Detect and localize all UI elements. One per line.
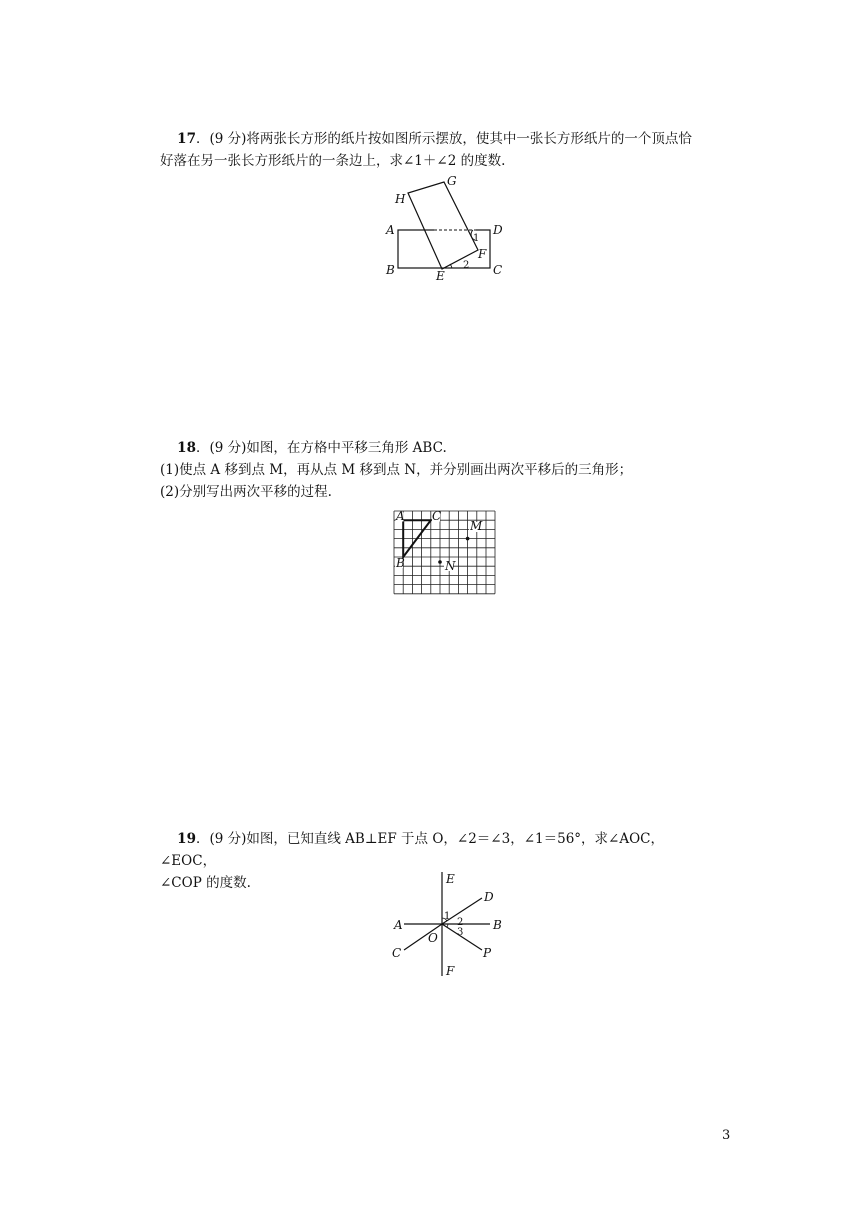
label-d: D <box>484 890 494 904</box>
problem-19-line1 <box>160 828 720 872</box>
label-f: F <box>478 247 487 261</box>
label-c: C <box>493 263 503 277</box>
label-b: B <box>396 556 405 570</box>
problem-18-line3: (2)分别写出两次平移的过程. <box>160 484 332 500</box>
problem-19-text-1: ．(9 分)如图，已知直线 AB⊥EF 于点 O，∠2＝∠3，∠1＝56°，求∠AOC，∠EOC， <box>160 831 664 869</box>
label-h: H <box>395 192 406 206</box>
problem-18 <box>160 437 720 503</box>
label-b: B <box>493 918 502 932</box>
label-b: B <box>386 263 395 277</box>
figure-17-rectangles <box>378 168 518 284</box>
problem-18-text-1: ．(9 分)如图，在方格中平移三角形 ABC. <box>195 440 447 456</box>
label-c: C <box>432 509 442 523</box>
problem-19-line2: ∠COP 的度数. <box>160 875 251 891</box>
problem-17-line1 <box>160 128 720 150</box>
label-c: C <box>392 946 402 960</box>
problem-17 <box>160 128 720 172</box>
figure-18-grid <box>388 506 500 600</box>
page-number: 3 <box>722 1128 731 1143</box>
problem-18-number: 18 <box>177 440 196 456</box>
problem-17-line2: 好落在另一张长方形纸片的一条边上，求∠1＋∠2 的度数. <box>160 153 506 169</box>
label-e: E <box>436 269 445 283</box>
label-angle-1: 1 <box>473 233 480 244</box>
rectangle-hgfe <box>408 182 478 269</box>
label-o: O <box>428 931 438 945</box>
label-e: E <box>446 872 455 886</box>
label-n: N <box>445 559 456 573</box>
label-g: G <box>447 174 457 188</box>
figure-19-lines <box>386 868 516 984</box>
label-m: M <box>470 519 483 533</box>
label-angle-2: 2 <box>463 260 470 271</box>
problem-17-number: 17 <box>177 131 196 147</box>
problem-17-text-1: ．(9 分)将两张长方形的纸片按如图所示摆放，使其中一张长方形纸片的一个顶点恰 <box>195 131 692 147</box>
label-a: A <box>386 223 395 237</box>
label-a: A <box>396 509 405 523</box>
problem-18-line2: (1)使点 A 移到点 M，再从点 M 移到点 N，并分别画出两次平移后的三角形； <box>160 462 633 478</box>
label-angle-1: 1 <box>444 911 451 922</box>
label-a: A <box>394 918 403 932</box>
angle-2-arc <box>450 264 452 268</box>
label-f: F <box>446 964 455 978</box>
label-angle-2: 2 <box>457 917 464 928</box>
label-d: D <box>493 223 503 237</box>
point-n <box>438 560 442 564</box>
problem-19-number: 19 <box>177 831 196 847</box>
label-p: P <box>483 946 492 960</box>
label-angle-3: 3 <box>457 927 464 938</box>
point-m <box>466 537 470 541</box>
problem-18-line1 <box>160 437 720 459</box>
